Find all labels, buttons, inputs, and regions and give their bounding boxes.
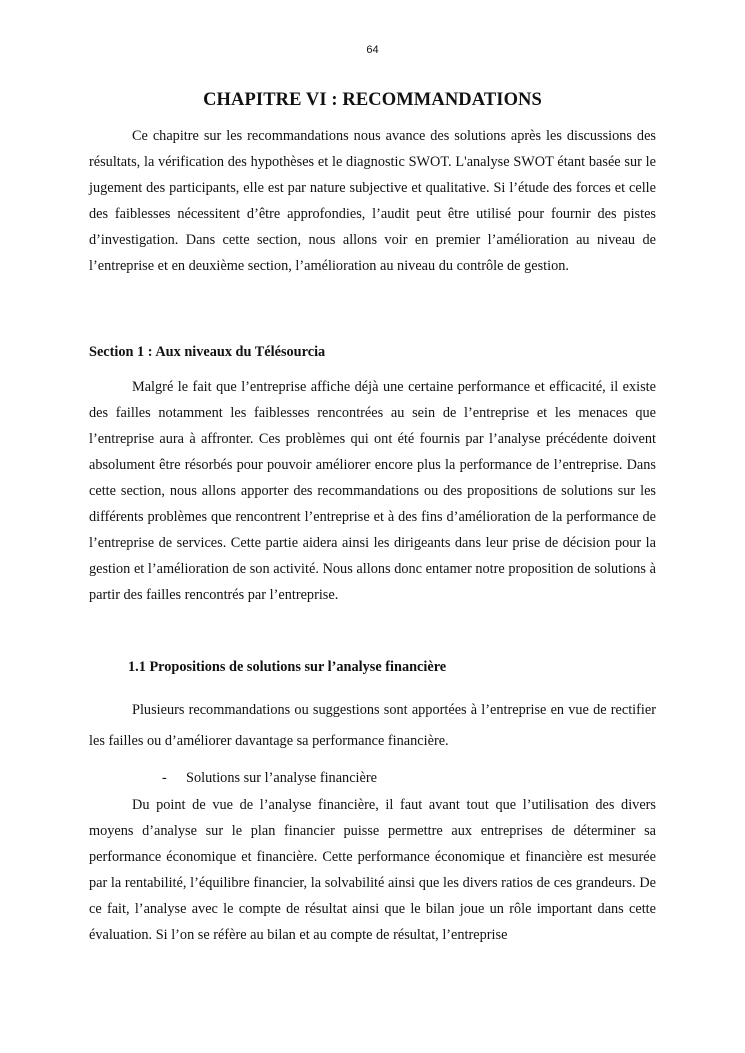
- section-1-paragraph: Malgré le fait que l’entreprise affiche déjà une certaine performance et efficacité, il existe des failles notamment les faiblesses rencontrées au sein de l’entreprise et les menaces que l’entreprise aura à affronter. Ces problèmes qui ont été fournis par l’analyse précédente doivent absolument être résorbés pour pouvoir améliorer encore plus la performance de l’entreprise. Dans cette section, nous allons apporter des recommandations ou des propositions de solutions sur les différents problèmes que rencontrent l’entreprise et à des fins d’amélioration de la performance de l’entreprise de services. Cette partie aidera ainsi les dirigeants dans leur prise de décision pour la gestion et l’amélioration de son activité. Nous allons donc entamer notre proposition de solutions à partir des failles rencontrés par l’entreprise.: [89, 379, 656, 603]
- chapter-title: CHAPITRE VI : RECOMMANDATIONS: [203, 90, 542, 110]
- bullet-text: Solutions sur l’analyse financière: [186, 770, 377, 786]
- page-number: 64: [366, 44, 379, 56]
- subsection-1-1-title: 1.1 Propositions de solutions sur l’analyse financière: [128, 659, 447, 675]
- intro-paragraph: Ce chapitre sur les recommandations nous avance des solutions après les discussions des résultats, la vérification des hypothèses et le diagnostic SWOT. L'analyse SWOT étant basée sur le jugement des participants, elle est par nature subjective et qualitative. Si l’étude des forces et celle des faiblesses nécessitent d’être approfondies, l’audit peut être utilisé pour fournir des pistes d’investigation. Dans cette section, nous allons voir en premier l’amélioration au niveau de l’entreprise et en deuxième section, l’amélioration au niveau du contrôle de gestion.: [89, 128, 656, 274]
- subsection-1-1-paragraph: Plusieurs recommandations ou suggestions sont apportées à l’entreprise en vue de rectifier les failles ou d’améliorer davantage sa performance financière.: [89, 702, 656, 749]
- section-1-title: Section 1 : Aux niveaux du Télésourcia: [89, 344, 326, 360]
- bullet-marker: -: [162, 770, 167, 786]
- bullet-item: [162, 770, 377, 787]
- final-paragraph: Du point de vue de l’analyse financière, il faut avant tout que l’utilisation des divers moyens d’analyse sur le plan financier puisse permettre aux entreprises de déterminer sa performance économique et financière. Cette performance économique et financière est mesurée par la rentabilité, l’équilibre financier, la solvabilité ainsi que les divers ratios de ces grandeurs. De ce fait, l’analyse avec le compte de résultat ainsi que le bilan joue un rôle important dans cette évaluation. Si l’on se réfère au bilan et au compte de résultat, l’entreprise: [89, 797, 656, 943]
